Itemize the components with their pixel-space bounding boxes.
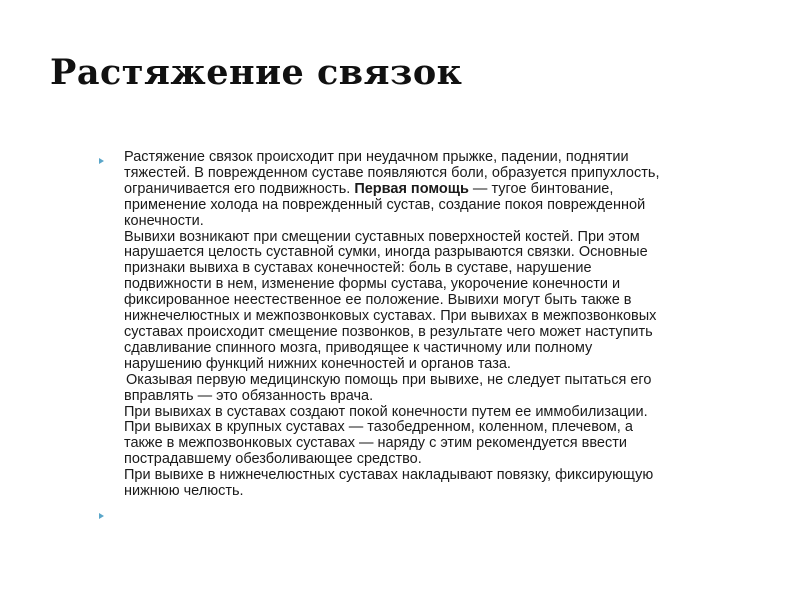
body-line: нижнюю челюсть. — [124, 483, 244, 500]
body-line: тяжестей. В поврежденном суставе появляются боли, образуется припухлость, — [124, 164, 660, 181]
body-line: При вывихах в суставах создают покой конечности путем ее иммобилизации. — [124, 403, 648, 420]
slide-title: Растяжение связок — [50, 52, 463, 93]
body-line: нижнечелюстных и межпозвонковых суставах. При вывихах в межпозвонковых — [124, 308, 657, 325]
body-line: также в межпозвонковых суставах — наряду с этим рекомендуется ввести — [124, 435, 627, 452]
body-line: Вывихи возникают при смещении суставных поверхностей костей. При этом — [124, 228, 640, 245]
body-line: Растяжение связок происходит при неудачном прыжке, падении, поднятии — [124, 149, 629, 165]
first-aid-label: Первая помощь — [354, 180, 469, 197]
body-line: нарушению функций нижних конечностей и органов таза. — [124, 355, 511, 372]
empty-bullet-arrow-icon — [99, 513, 104, 519]
body-text-segment: ограничивается его подвижность. — [124, 180, 355, 197]
body-line: признаки вывиха в суставах конечностей: боль в суставе, нарушение — [124, 260, 592, 277]
body-line: При вывихе в нижнечелюстных суставах накладывают повязку, фиксирующую — [124, 467, 654, 484]
body-line: пострадавшему обезболивающее средство. — [124, 451, 422, 468]
body-line: сдавливание спинного мозга, приводящее к частичному или полному — [124, 339, 593, 356]
body-line: При вывихах в крупных суставах — тазобедренном, коленном, плечевом, а — [124, 419, 633, 436]
body-line: применение холода на поврежденный сустав, создание покоя поврежденной — [124, 196, 646, 213]
body-line: Оказывая первую медицинскую помощь при вывихе, не следует пытаться его — [126, 371, 652, 388]
body-text-segment: — тугое бинтование, — [468, 180, 614, 197]
bullet-arrow-icon — [99, 158, 104, 164]
body-line: фиксированное неестественное ее положение. Вывихи могут быть также в — [124, 292, 632, 309]
body-line: нарушается целость суставной сумки, иногда разрываются связки. Основные — [124, 244, 648, 261]
body-line: конечности. — [124, 212, 204, 229]
body-line: вправлять — это обязанность врача. — [124, 387, 374, 404]
body-line: суставах происходит смещение позвонков, в результате чего может наступить — [124, 323, 653, 340]
slide-body-text — [124, 150, 764, 500]
body-line-first-aid — [124, 182, 764, 198]
body-line: подвижности в нем, изменение формы сустава, укорочение конечности и — [124, 276, 621, 293]
